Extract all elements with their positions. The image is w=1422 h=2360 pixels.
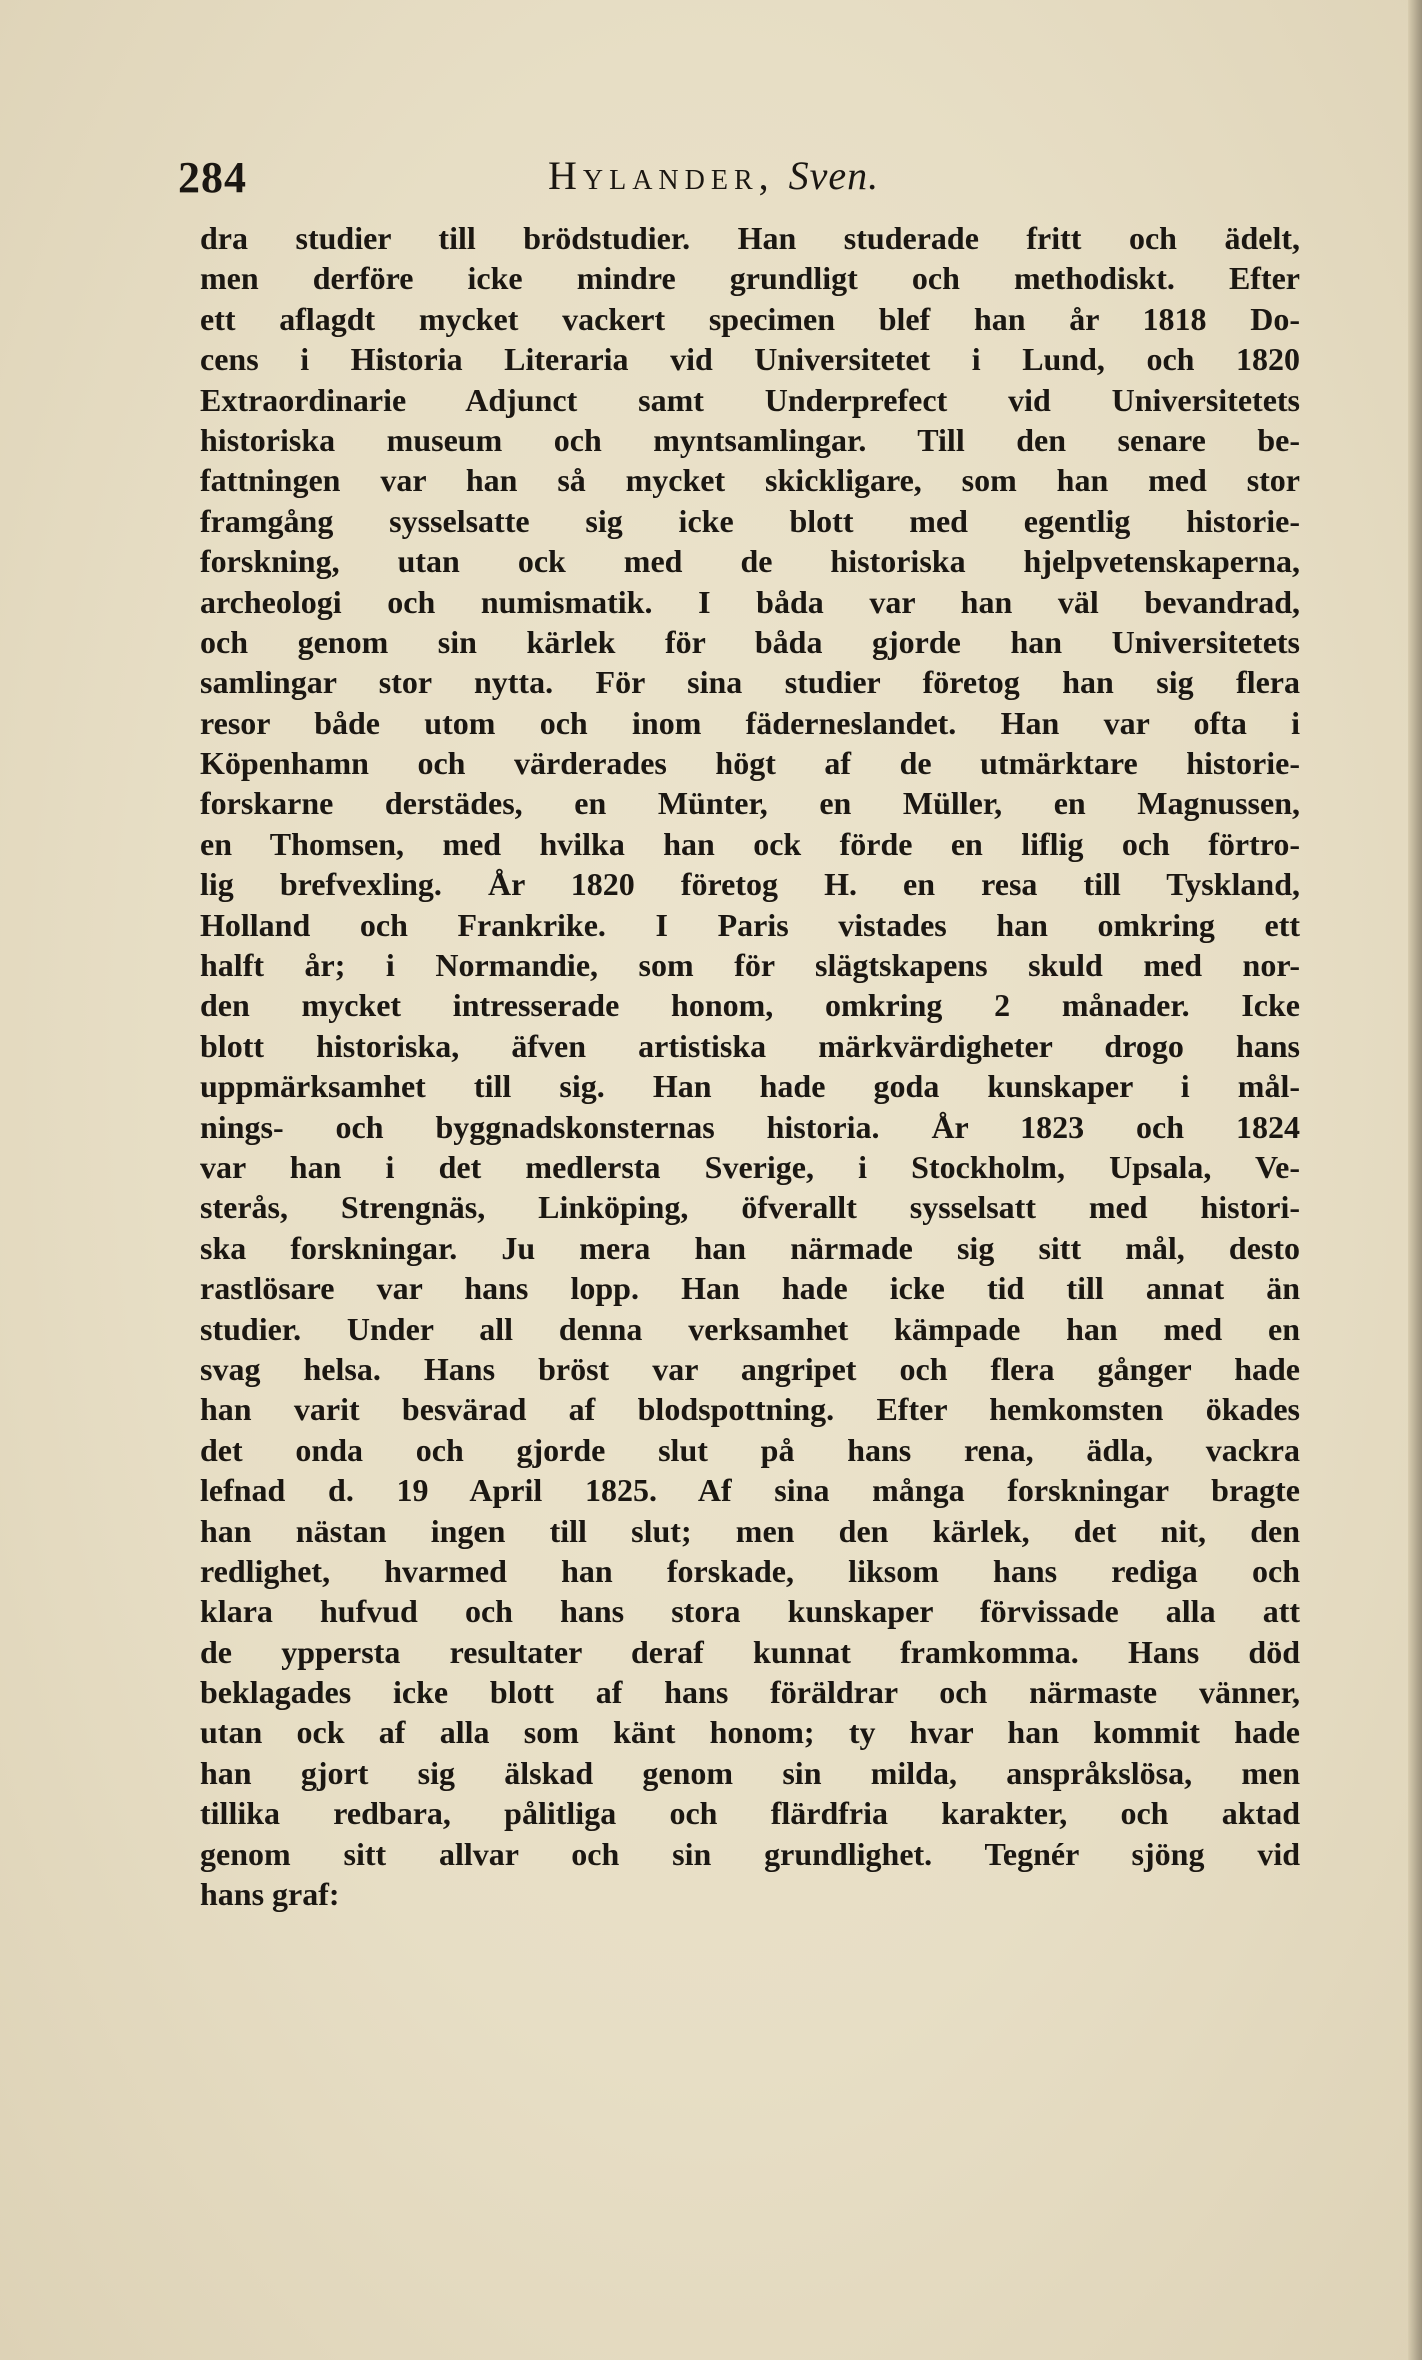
page-header bbox=[178, 152, 1308, 212]
text-line: men derföre icke mindre grundligt och methodiskt. Efter bbox=[200, 260, 1300, 297]
text-line: lig brefvexling. År 1820 företog H. en resa till Tyskland, bbox=[200, 866, 1300, 903]
text-line: Holland och Frankrike. I Paris vistades han omkring ett bbox=[200, 906, 1300, 943]
text-line: lefnad d. 19 April 1825. Af sina många forskningar bragte bbox=[200, 1472, 1300, 1509]
text-line: det onda och gjorde slut på hans rena, ädla, vackra bbox=[200, 1431, 1300, 1468]
text-line: resor både utom och inom fäderneslandet. Han var ofta i bbox=[200, 704, 1300, 741]
text-line: tillika redbara, pålitliga och flärdfria karakter, och aktad bbox=[200, 1795, 1300, 1832]
text-line: Köpenhamn och värderades högt af de utmärktare historie- bbox=[200, 745, 1300, 782]
text-line: svag helsa. Hans bröst var angripet och flera gånger hade bbox=[200, 1350, 1300, 1387]
text-line: halft år; i Normandie, som för slägtskapens skuld med nor- bbox=[200, 947, 1300, 984]
text-line: forskning, utan ock med de historiska hjelpvetenskaperna, bbox=[200, 543, 1300, 580]
text-line: han varit besvärad af blodspottning. Efter hemkomsten ökades bbox=[200, 1391, 1300, 1428]
text-line: historiska museum och myntsamlingar. Till den senare be- bbox=[200, 421, 1300, 458]
text-line: ett aflagdt mycket vackert specimen blef han år 1818 Do- bbox=[200, 300, 1300, 337]
text-line: de yppersta resultater deraf kunnat framkomma. Hans död bbox=[200, 1633, 1300, 1670]
text-line: redlighet, hvarmed han forskade, liksom hans rediga och bbox=[200, 1552, 1300, 1589]
running-head bbox=[548, 152, 879, 199]
text-line: rastlösare var hans lopp. Han hade icke tid till annat än bbox=[200, 1270, 1300, 1307]
running-head-given-name: Sven. bbox=[788, 153, 880, 198]
text-line: framgång sysselsatte sig icke blott med egentlig historie- bbox=[200, 502, 1300, 539]
text-line: Extraordinarie Adjunct samt Underprefect vid Universitetets bbox=[200, 381, 1300, 418]
body-text bbox=[200, 218, 1300, 1914]
page-edge-shadow bbox=[1408, 0, 1422, 2360]
text-line: samlingar stor nytta. För sina studier företog han sig flera bbox=[200, 664, 1300, 701]
text-line: den mycket intresserade honom, omkring 2 månader. Icke bbox=[200, 987, 1300, 1024]
text-line: sterås, Strengnäs, Linköping, öfverallt sysselsatt med histori- bbox=[200, 1189, 1300, 1226]
text-line: studier. Under all denna verksamhet kämpade han med en bbox=[200, 1310, 1300, 1347]
text-line: beklagades icke blott af hans föräldrar och närmaste vänner, bbox=[200, 1674, 1300, 1711]
text-line: forskarne derstädes, en Münter, en Müller, en Magnussen, bbox=[200, 785, 1300, 822]
page-number: 284 bbox=[178, 153, 247, 202]
text-line: genom sitt allvar och sin grundlighet. Tegnér sjöng vid bbox=[200, 1835, 1300, 1872]
text-line: fattningen var han så mycket skickligare, som han med stor bbox=[200, 462, 1300, 499]
text-line: nings- och byggnadskonsternas historia. År 1823 och 1824 bbox=[200, 1108, 1300, 1145]
running-head-surname: Hylander, bbox=[548, 153, 775, 198]
text-line: han gjort sig älskad genom sin milda, anspråkslösa, men bbox=[200, 1754, 1300, 1791]
text-line: klara hufvud och hans stora kunskaper förvissade alla att bbox=[200, 1593, 1300, 1630]
text-line: utan ock af alla som känt honom; ty hvar han kommit hade bbox=[200, 1714, 1300, 1751]
text-line: blott historiska, äfven artistiska märkvärdigheter drogo hans bbox=[200, 1027, 1300, 1064]
text-line: var han i det medlersta Sverige, i Stockholm, Upsala, Ve- bbox=[200, 1148, 1300, 1185]
text-line: ska forskningar. Ju mera han närmade sig sitt mål, desto bbox=[200, 1229, 1300, 1266]
text-line: cens i Historia Literaria vid Universitetet i Lund, och 1820 bbox=[200, 341, 1300, 378]
text-line: dra studier till brödstudier. Han studerade fritt och ädelt, bbox=[200, 220, 1300, 256]
text-line: uppmärksamhet till sig. Han hade goda kunskaper i mål- bbox=[200, 1068, 1300, 1105]
text-line: en Thomsen, med hvilka han ock förde en liflig och förtro- bbox=[200, 825, 1300, 862]
text-line: han nästan ingen till slut; men den kärlek, det nit, den bbox=[200, 1512, 1300, 1549]
text-line: archeologi och numismatik. I båda var han väl bevandrad, bbox=[200, 583, 1300, 620]
text-line: och genom sin kärlek för båda gjorde han Universitetets bbox=[200, 623, 1300, 660]
text-line: hans graf: bbox=[200, 1876, 340, 1913]
